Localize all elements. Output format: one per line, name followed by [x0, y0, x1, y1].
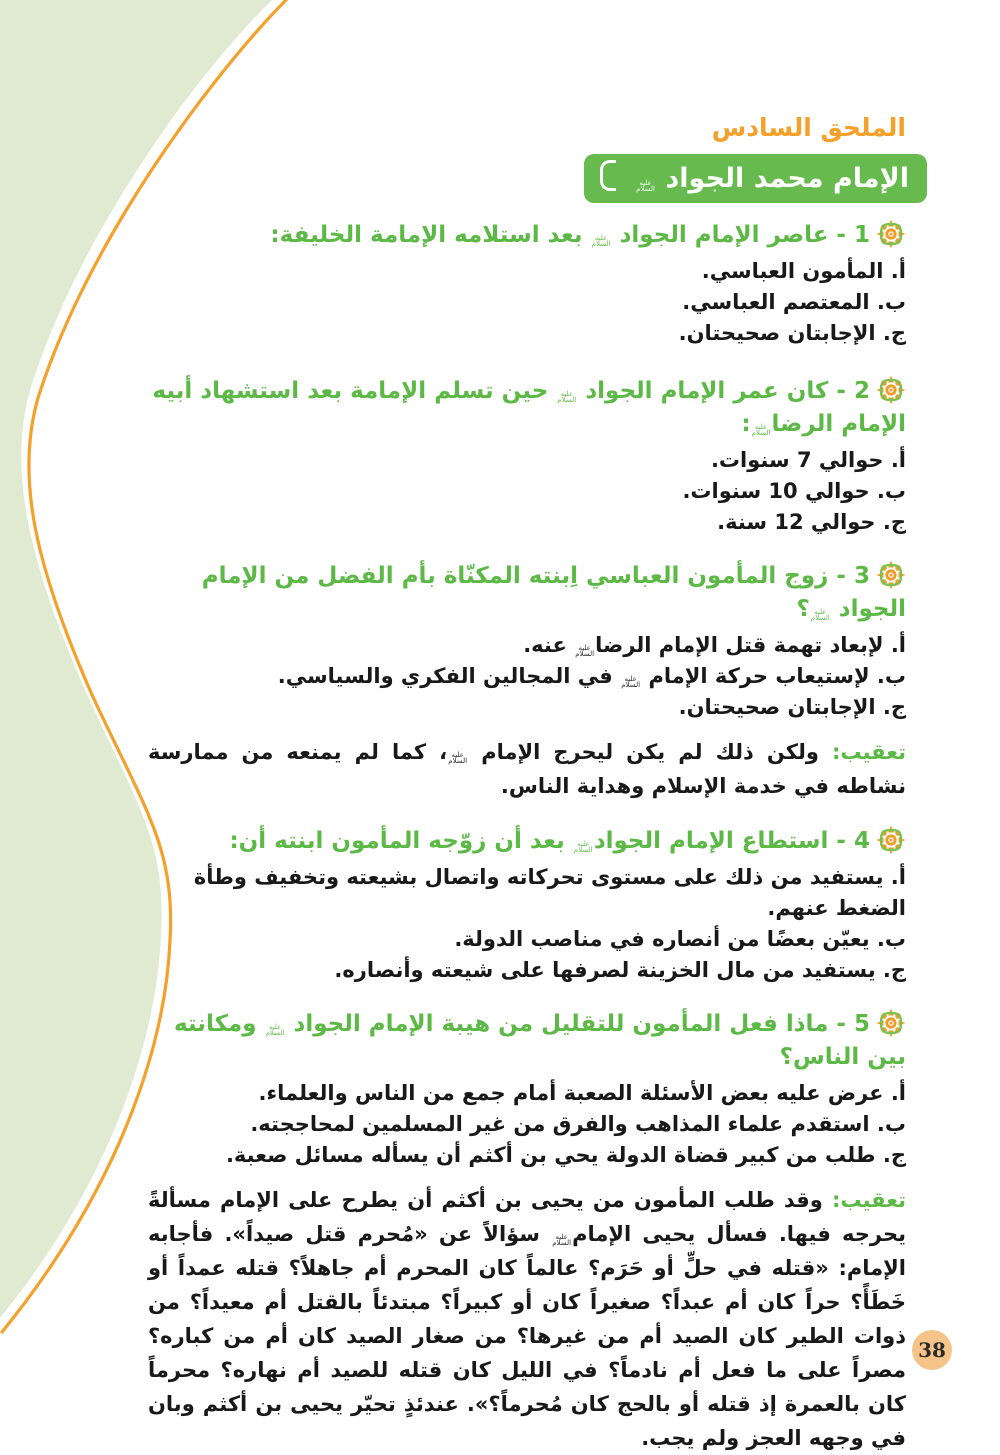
honorific-alayhi-salam: عليه السلام [573, 839, 593, 854]
question-3-options [148, 630, 906, 723]
question-2-text-c: : [741, 411, 751, 437]
chapter-title-text: الإمام محمد الجواد [665, 163, 909, 194]
question-2-text-b: حين تسلم الإمامة بعد استشهاد أبيه الإمام الرضا [152, 378, 906, 437]
question-1-options [148, 256, 906, 349]
page-number: 38 [918, 1338, 946, 1362]
commentary-1 [148, 735, 906, 803]
option-b: ب. حوالي 10 سنوات. [682, 479, 906, 503]
option-b: ب. يعيّن بعضًا من أنصاره في مناصب الدولة. [454, 927, 906, 951]
honorific-alayhi-salam: عليه السلام [448, 750, 468, 765]
option-b: ب. استقدم علماء المذاهب والفرق من غير المسلمين لمحاججته. [250, 1112, 906, 1136]
commentary-2-text-a: وقد طلب المأمون من يحيى بن أكثم أن يطرح على الإمام مسألةً يحرجه فيها. فسأل يحيى الإمام [148, 1188, 906, 1246]
honorific-alayhi-salam: عليه السلام [810, 607, 830, 622]
flower-bullet-icon [876, 1008, 906, 1038]
option-b: ب. لإستيعاب حركة الإمام عليه السلام في المجالين الفكري والسياسي. [277, 664, 906, 689]
question-5-text-a: 5 - ماذا فعل المأمون للتقليل من هيبة الإمام الجواد [293, 1011, 870, 1037]
honorific-alayhi-salam: عليه السلام [621, 674, 641, 689]
honorific-alayhi-salam: عليه السلام [265, 1022, 285, 1037]
question-5-options [148, 1078, 906, 1171]
commentary-2-text-b: سؤالاً عن «مُحرم قتل صيداً». فأجابه الإمام: «قتله في حلٍّ أو حَرَم؟ عالماً كان المحرم أم جاهلاً؟ قتله عمداً أو خَطَأً؟ حراً كان أم عبداً؟ صغيراً كان أو كبيراً؟ مبتدئاً بالقتل أم معيداً؟ من ذوات الطير كان الصيد أم من غيرها؟ من صغار الصيد كان أم من كباره؟ مصراً على ما فعل أم نادماً؟ في الليل كان قتله للصيد أم نهاره؟ محرماً كان بالعمرة إذ قتله أو بالحج كان مُحرماً؟». عندئذٍ تحيّر يحيى بن أكثم وبان في وجهه العجز ولم يجب. [148, 1222, 906, 1450]
commentary-1-text-a: ولكن ذلك لم يكن ليحرج الإمام [481, 740, 819, 764]
question-4 [148, 825, 906, 858]
commentary-2 [148, 1183, 906, 1455]
question-5 [148, 1008, 906, 1074]
flower-bullet-icon [876, 825, 906, 855]
question-1 [148, 219, 906, 252]
commentary-label: تعقيب: [831, 740, 907, 764]
option-a: أ. عرض عليه بعض الأسئلة الصعبة أمام جمع من الناس والعلماء. [258, 1081, 906, 1105]
option-a: أ. لإبعاد تهمة قتل الإمام الرضاعليه السلام عنه. [523, 633, 906, 658]
commentary-1-text-b: ، كما لم يمنعه من ممارسة نشاطه في خدمة الإسلام وهداية الناس. [148, 740, 906, 798]
option-c: ج. الإجابتان صحيحتان. [678, 321, 906, 345]
chapter-title-banner [584, 154, 927, 203]
option-c: ج. يستفيد من مال الخزينة لصرفها على شيعته وأنصاره. [334, 958, 906, 982]
appendix-title: الملحق السادس [711, 113, 906, 142]
honorific-alayhi-salam: عليه السلام [557, 389, 577, 404]
banner-ornament-bracket [600, 160, 616, 191]
option-c: ج. حوالي 12 سنة. [717, 510, 906, 534]
question-3-text-a: 3 - زوج المأمون العباسي اِبنته المكنّاة بأم الفضل من الإمام الجواد [201, 563, 906, 622]
title-banner-row [148, 154, 909, 203]
question-1-text-a: 1 - عاصر الإمام الجواد [619, 222, 870, 248]
honorific-alayhi-salam: عليه السلام [636, 178, 655, 193]
option-b: ب. المعتصم العباسي. [682, 290, 906, 314]
main-content [148, 0, 909, 1455]
flower-bullet-icon [876, 560, 906, 590]
flower-bullet-icon [876, 375, 906, 405]
option-c: ج. الإجابتان صحيحتان. [678, 695, 906, 719]
question-2-options [148, 445, 906, 538]
question-3 [148, 560, 906, 626]
question-4-options [148, 862, 906, 986]
page-number-badge [912, 1330, 952, 1370]
option-a: أ. المأمون العباسي. [701, 259, 906, 283]
honorific-alayhi-salam: عليه السلام [575, 643, 595, 658]
question-4-text-a: 4 - استطاع الإمام الجواد [593, 828, 870, 854]
honorific-alayhi-salam: عليه السلام [751, 422, 771, 437]
question-2-text-a: 2 - كان عمر الإمام الجواد [585, 378, 870, 404]
honorific-alayhi-salam: عليه السلام [591, 233, 611, 248]
question-4-text-b: بعد أن زوّجه المأمون ابنته أن: [229, 828, 565, 854]
question-2 [148, 375, 906, 441]
option-a: أ. يستفيد من ذلك على مستوى تحركاته واتصال بشيعته وتخفيف وطأة الضغط عنهم. [193, 865, 906, 920]
option-a: أ. حوالي 7 سنوات. [710, 448, 906, 472]
flower-bullet-icon [876, 219, 906, 249]
question-3-text-b: ؟ [796, 596, 810, 622]
option-c: ج. طلب من كبير قضاة الدولة يحي بن أكثم أن يسأله مسائل صعبة. [225, 1143, 906, 1167]
question-1-text-b: بعد استلامه الإمامة الخليفة: [270, 222, 583, 248]
commentary-label: تعقيب: [831, 1188, 906, 1212]
question-5-text-b: ومكانته بين الناس؟ [173, 1011, 906, 1070]
honorific-alayhi-salam: عليه السلام [552, 1232, 572, 1247]
